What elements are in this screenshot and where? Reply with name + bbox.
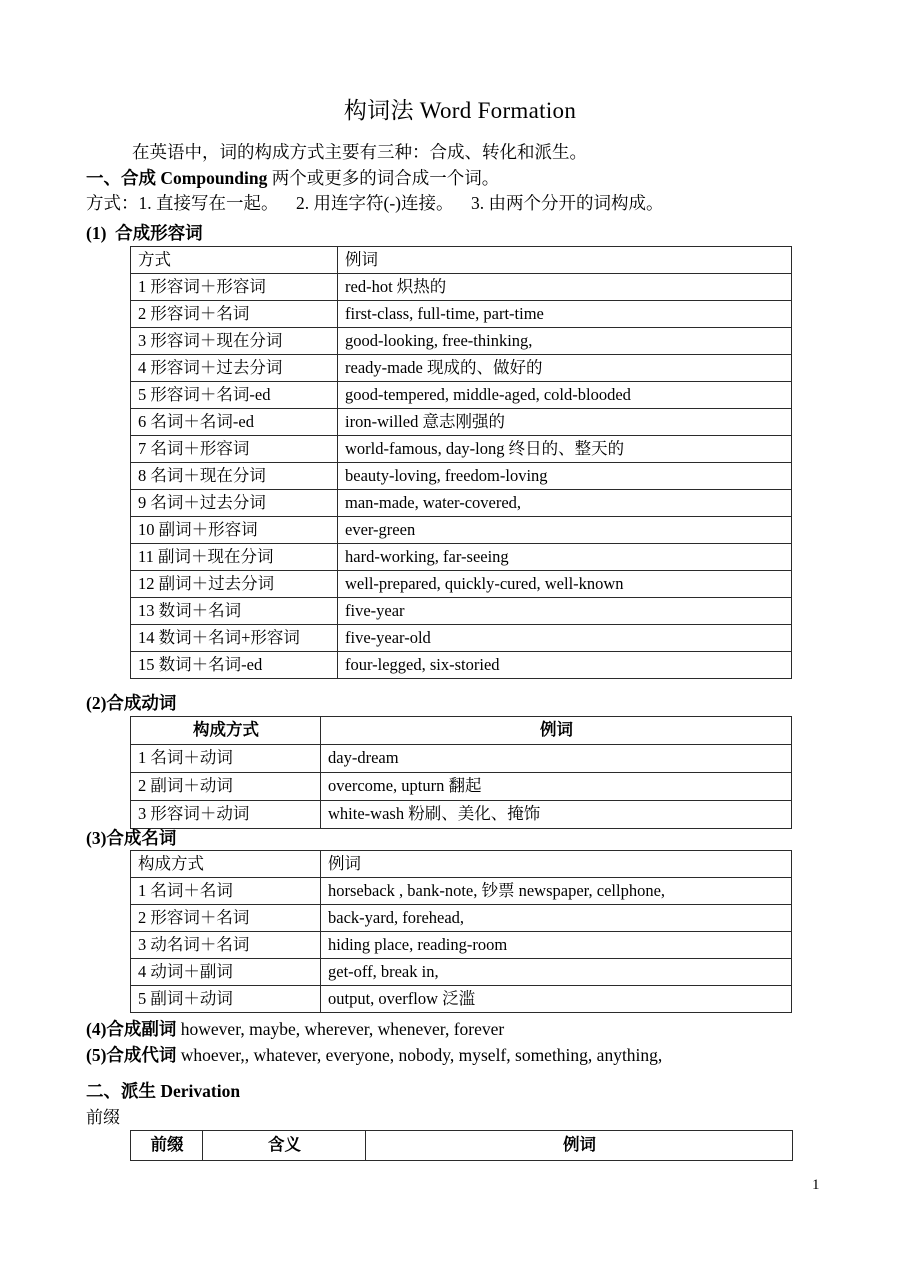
cell-examples: five-year-old (338, 625, 792, 652)
table-row (131, 801, 792, 829)
cell-method: 4 形容词＋过去分词 (131, 355, 338, 382)
cell-examples: first-class, full-time, part-time (338, 301, 792, 328)
cell-examples: man-made, water-covered, (338, 490, 792, 517)
column-header-examples: 例词 (321, 851, 792, 878)
column-header-method: 方式 (131, 247, 338, 274)
cell-examples: good-tempered, middle-aged, cold-blooded (338, 382, 792, 409)
column-header-method: 构成方式 (131, 851, 321, 878)
table-row (131, 328, 792, 355)
section-two-heading: 二、派生 Derivation (86, 1081, 241, 1101)
table-row (131, 905, 792, 932)
cell-method: 2 形容词＋名词 (131, 301, 338, 328)
table-row (131, 625, 792, 652)
table-row (131, 247, 792, 274)
cell-method: 8 名词＋现在分词 (131, 463, 338, 490)
table-row (131, 652, 792, 679)
subsection-label-compound-adjectives: (1) 合成形容词 (86, 223, 203, 243)
cell-method: 9 名词＋过去分词 (131, 490, 338, 517)
column-header-method: 构成方式 (131, 717, 321, 745)
cell-examples: hard-working, far-seeing (338, 544, 792, 571)
page-title: 构词法 Word Formation (343, 98, 577, 123)
cell-examples: white-wash 粉刷、美化、掩饰 (321, 801, 792, 829)
subsection-label-compound-nouns: (3)合成名词 (86, 828, 177, 848)
compound-adverbs-examples: however, maybe, wherever, whenever, forever (176, 1019, 505, 1039)
table-row (131, 274, 792, 301)
cell-method: 1 名词＋名词 (131, 878, 321, 905)
table-prefixes (130, 1130, 793, 1161)
table-row (131, 571, 792, 598)
table-compound-verbs (130, 716, 792, 829)
cell-method: 3 形容词＋现在分词 (131, 328, 338, 355)
column-header-examples: 例词 (366, 1131, 793, 1161)
section-one-heading-bold: 一、合成 Compounding (86, 167, 268, 188)
cell-examples: overcome, upturn 翻起 (321, 773, 792, 801)
cell-method: 14 数词＋名词+形容词 (131, 625, 338, 652)
cell-examples: horseback , bank-note, 钞票 newspaper, cellphone, (321, 878, 792, 905)
cell-examples: beauty-loving, freedom-loving (338, 463, 792, 490)
subsection-label-compound-adverbs: (4)合成副词 (86, 1019, 177, 1039)
table-row (131, 932, 792, 959)
table-row (131, 463, 792, 490)
cell-method: 2 形容词＋名词 (131, 905, 321, 932)
cell-method: 3 形容词＋动词 (131, 801, 321, 829)
cell-examples: ever-green (338, 517, 792, 544)
subsection-compound-pronouns (86, 1042, 886, 1068)
cell-method: 13 数词＋名词 (131, 598, 338, 625)
cell-method: 2 副词＋动词 (131, 773, 321, 801)
table-row (131, 717, 792, 745)
cell-examples: five-year (338, 598, 792, 625)
table-row (131, 598, 792, 625)
cell-method: 5 副词＋动词 (131, 986, 321, 1013)
table-row (131, 959, 792, 986)
table-row (131, 878, 792, 905)
table-row (131, 436, 792, 463)
table-row (131, 745, 792, 773)
compound-adverbs-pronouns-block (86, 1016, 886, 1068)
cell-examples: day-dream (321, 745, 792, 773)
table-row (131, 409, 792, 436)
column-header-examples: 例词 (338, 247, 792, 274)
table-row (131, 382, 792, 409)
cell-examples: world-famous, day-long 终日的、整天的 (338, 436, 792, 463)
table-compound-adjectives (130, 246, 792, 679)
methods-line: 方式：1. 直接写在一起。 2. 用连字符(-)连接。 3. 由两个分开的词构成。 (86, 193, 664, 213)
cell-examples: back-yard, forehead, (321, 905, 792, 932)
table-row (131, 851, 792, 878)
table-row (131, 517, 792, 544)
section-one-heading (86, 166, 876, 192)
column-header-examples: 例词 (321, 717, 792, 745)
cell-examples: get-off, break in, (321, 959, 792, 986)
cell-examples: iron-willed 意志刚强的 (338, 409, 792, 436)
section-one-heading-rest: 两个或更多的词合成一个词。 (267, 167, 500, 188)
cell-method: 15 数词＋名词-ed (131, 652, 338, 679)
cell-examples: well-prepared, quickly-cured, well-known (338, 571, 792, 598)
subsection-label-compound-pronouns: (5)合成代词 (86, 1045, 177, 1065)
column-header-meaning: 含义 (203, 1131, 366, 1161)
cell-method: 12 副词＋过去分词 (131, 571, 338, 598)
cell-method: 11 副词＋现在分词 (131, 544, 338, 571)
table-row (131, 490, 792, 517)
table-row (131, 544, 792, 571)
table-row (131, 301, 792, 328)
cell-method: 6 名词＋名词-ed (131, 409, 338, 436)
cell-examples: ready-made 现成的、做好的 (338, 355, 792, 382)
cell-examples: four-legged, six-storied (338, 652, 792, 679)
compound-pronouns-examples: whoever,, whatever, everyone, nobody, myself, something, anything, (176, 1045, 663, 1065)
cell-examples: good-looking, free-thinking, (338, 328, 792, 355)
cell-method: 3 动名词＋名词 (131, 932, 321, 959)
cell-examples: output, overflow 泛滥 (321, 986, 792, 1013)
table-row (131, 773, 792, 801)
page-number: 1 (812, 1177, 820, 1193)
cell-method: 4 动词＋副词 (131, 959, 321, 986)
table-row (131, 986, 792, 1013)
table-compound-nouns (130, 850, 792, 1013)
cell-method: 10 副词＋形容词 (131, 517, 338, 544)
cell-method: 7 名词＋形容词 (131, 436, 338, 463)
table-row (131, 1131, 793, 1161)
subsection-compound-adverbs (86, 1016, 886, 1042)
cell-method: 5 形容词＋名词-ed (131, 382, 338, 409)
cell-examples: red-hot 炽热的 (338, 274, 792, 301)
cell-examples: hiding place, reading-room (321, 932, 792, 959)
subsection-label-compound-verbs: (2)合成动词 (86, 693, 177, 713)
cell-method: 1 名词＋动词 (131, 745, 321, 773)
column-header-prefix: 前缀 (131, 1131, 203, 1161)
intro-block (86, 140, 876, 217)
table-row (131, 355, 792, 382)
cell-method: 1 形容词＋形容词 (131, 274, 338, 301)
intro-paragraph: 在英语中，词的构成方式主要有三种：合成、转化和派生。 (132, 142, 587, 162)
prefix-subheading: 前缀 (86, 1108, 120, 1127)
